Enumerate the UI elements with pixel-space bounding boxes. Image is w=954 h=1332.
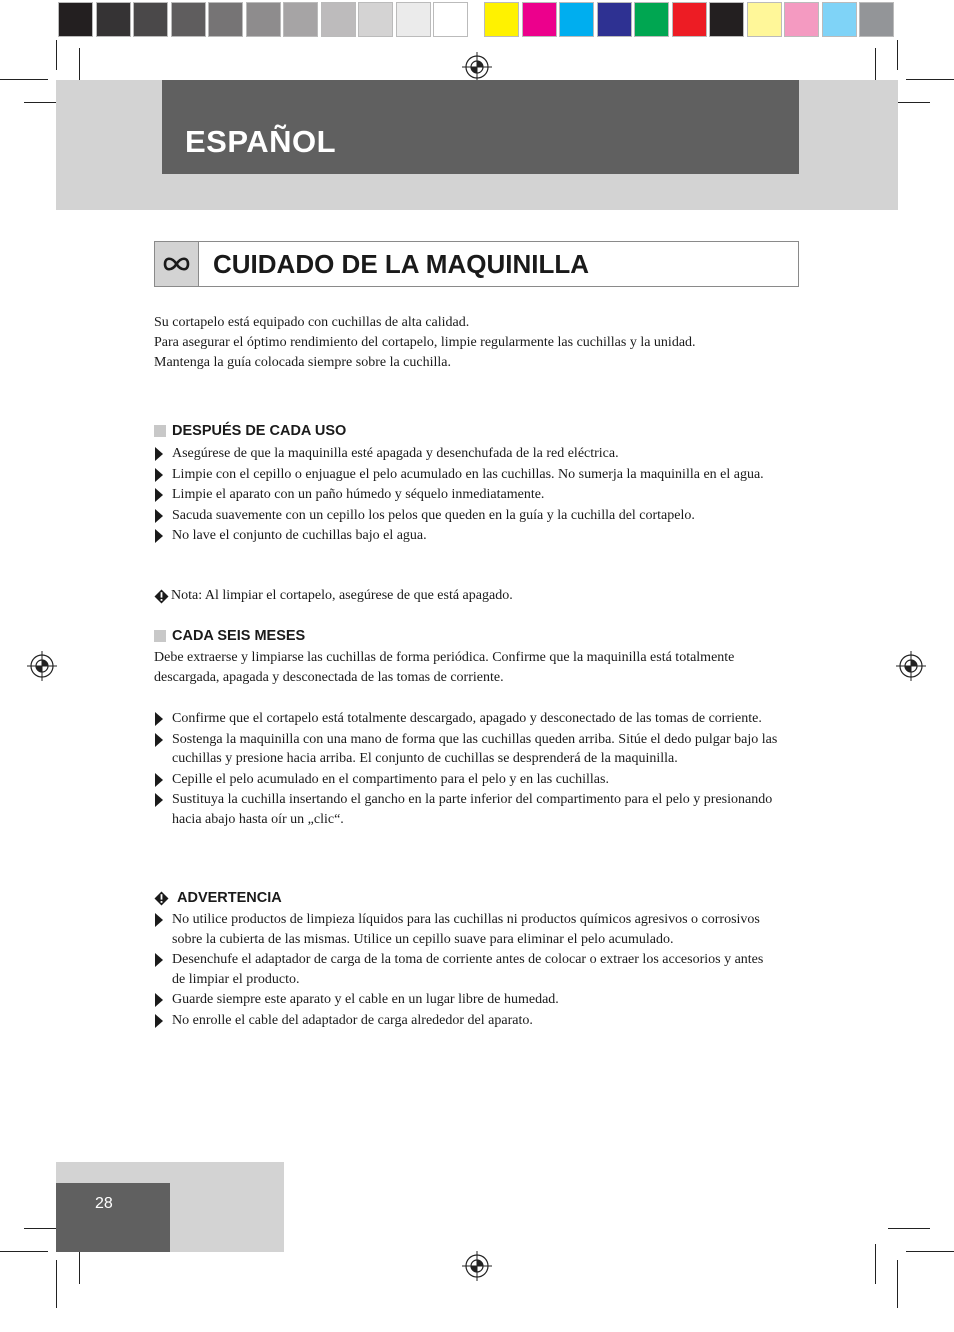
list-item: No lave el conjunto de cuchillas bajo el agua. [154, 526, 779, 546]
list-item: Confirme que el cortapelo está totalmente descargado, apagado y desconectado de las tomas de corriente. [154, 709, 779, 729]
color-swatch [859, 2, 894, 37]
list-item: No utilice productos de limpieza líquidos para las cuchillas ni productos químicos agresivos o corrosivos sobre la cubierta de las mismas. Utilice un cepillo suave para eliminar el pelo acumulado. [154, 910, 779, 949]
list-item: No enrolle el cable del adaptador de carga alrededor del aparato. [154, 1011, 779, 1031]
list-item: Desenchufe el adaptador de carga de la toma de corriente antes de colocar o extraer los accesorios y antes de limpiar el producto. [154, 950, 779, 989]
color-swatch [597, 2, 632, 37]
warning-icon [154, 589, 169, 604]
crop-mark [56, 1260, 57, 1308]
page-number: 28 [95, 1195, 113, 1212]
triangle-bullet-icon [155, 447, 163, 461]
grayscale-calibration-bar [58, 2, 471, 38]
registration-target-icon [462, 1251, 492, 1281]
crop-mark [888, 1228, 930, 1229]
color-swatch [522, 2, 557, 37]
list-item: Asegúrese de que la maquinilla esté apagada y desenchufada de la red eléctrica. [154, 444, 779, 464]
page-title: ESPAÑOL [185, 124, 337, 159]
color-calibration-bar [484, 2, 897, 38]
color-swatch [58, 2, 93, 37]
after-each-use-list [154, 444, 779, 547]
warning-icon [154, 891, 169, 906]
triangle-bullet-icon [155, 733, 163, 747]
triangle-bullet-icon [155, 529, 163, 543]
note [154, 586, 513, 606]
warning-list [154, 910, 779, 1031]
registration-target-icon [27, 651, 57, 681]
page-number-panel [56, 1183, 170, 1252]
registration-target-icon [896, 651, 926, 681]
triangle-bullet-icon [155, 993, 163, 1007]
list-item: Cepille el pelo acumulado en el compartimento para el pelo y en las cuchillas. [154, 770, 779, 790]
color-swatch [784, 2, 819, 37]
intro-text [154, 313, 779, 373]
intro-paragraph: Mantenga la guía colocada siempre sobre la cuchilla. [154, 355, 451, 370]
subsection-title: CADA SEIS MESES [172, 628, 306, 644]
intro-paragraph: Su cortapelo está equipado con cuchillas de alta calidad. [154, 315, 470, 330]
section-title: CUIDADO DE LA MAQUINILLA [213, 249, 590, 279]
color-swatch [171, 2, 206, 37]
color-swatch [283, 2, 318, 37]
crop-mark [875, 1244, 876, 1284]
color-swatch [208, 2, 243, 37]
color-swatch [672, 2, 707, 37]
color-swatch [433, 2, 468, 37]
list-item: Guarde siempre este aparato y el cable en un lugar libre de humedad. [154, 990, 779, 1010]
triangle-bullet-icon [155, 509, 163, 523]
crop-mark [906, 1251, 954, 1252]
six-months-list [154, 709, 779, 830]
triangle-bullet-icon [155, 773, 163, 787]
list-item: Sustituya la cuchilla insertando el gancho en la parte inferior del compartimento para el pelo y presionando hacia abajo hasta oír un „clic“. [154, 790, 779, 829]
square-bullet-icon [154, 630, 166, 642]
color-swatch [484, 2, 519, 37]
registration-target-icon [462, 52, 492, 82]
list-item: Sostenga la maquinilla con una mano de forma que las cuchillas queden arriba. Sitúe el dedo pulgar bajo las cuchillas y presione hacia arriba. El conjunto de cuchillas se desprenderá de la maquinilla. [154, 730, 779, 769]
subsection-heading-every-six-months [154, 628, 305, 644]
color-swatch [396, 2, 431, 37]
triangle-bullet-icon [155, 468, 163, 482]
color-swatch [133, 2, 168, 37]
six-months-intro: Debe extraerse y limpiarse las cuchillas de forma periódica. Confirme que la maquinilla está totalmente descargada, apagada y desconectada de las tomas de corriente. [154, 650, 735, 685]
crop-mark [906, 79, 954, 80]
color-swatch [634, 2, 669, 37]
crop-mark [897, 1260, 898, 1308]
intro-paragraph: Para asegurar el óptimo rendimiento del cortapelo, limpie regularmente las cuchillas y la unidad. [154, 335, 696, 350]
square-bullet-icon [154, 425, 166, 437]
triangle-bullet-icon [155, 793, 163, 807]
note-text: Nota: Al limpiar el cortapelo, asegúrese de que está apagado. [171, 588, 513, 603]
subsection-title: DESPUÉS DE CADA USO [172, 423, 347, 439]
color-swatch [321, 2, 356, 37]
subsection-title: ADVERTENCIA [177, 890, 282, 906]
subsection-heading-after-each-use [154, 423, 346, 439]
triangle-bullet-icon [155, 913, 163, 927]
infinity-icon [155, 242, 198, 286]
triangle-bullet-icon [155, 953, 163, 967]
subsection-heading-warning [154, 890, 282, 906]
list-item: Limpie el aparato con un paño húmedo y séquelo inmediatamente. [154, 485, 779, 505]
crop-mark [897, 40, 898, 70]
list-item: Limpie con el cepillo o enjuague el pelo acumulado en las cuchillas. No sumerja la maquinilla en el agua. [154, 465, 779, 485]
section-heading [154, 241, 799, 287]
crop-mark [0, 1251, 48, 1252]
crop-mark [56, 40, 57, 70]
list-item: Sacuda suavemente con un cepillo los pelos que queden en la guía y la cuchilla del cortapelo. [154, 506, 779, 526]
color-swatch [358, 2, 393, 37]
crop-mark [0, 79, 48, 80]
color-swatch [246, 2, 281, 37]
color-swatch [96, 2, 131, 37]
triangle-bullet-icon [155, 712, 163, 726]
color-swatch [747, 2, 782, 37]
color-swatch [709, 2, 744, 37]
triangle-bullet-icon [155, 488, 163, 502]
triangle-bullet-icon [155, 1014, 163, 1028]
color-swatch [822, 2, 857, 37]
color-swatch [559, 2, 594, 37]
section-icon-box [155, 242, 199, 286]
